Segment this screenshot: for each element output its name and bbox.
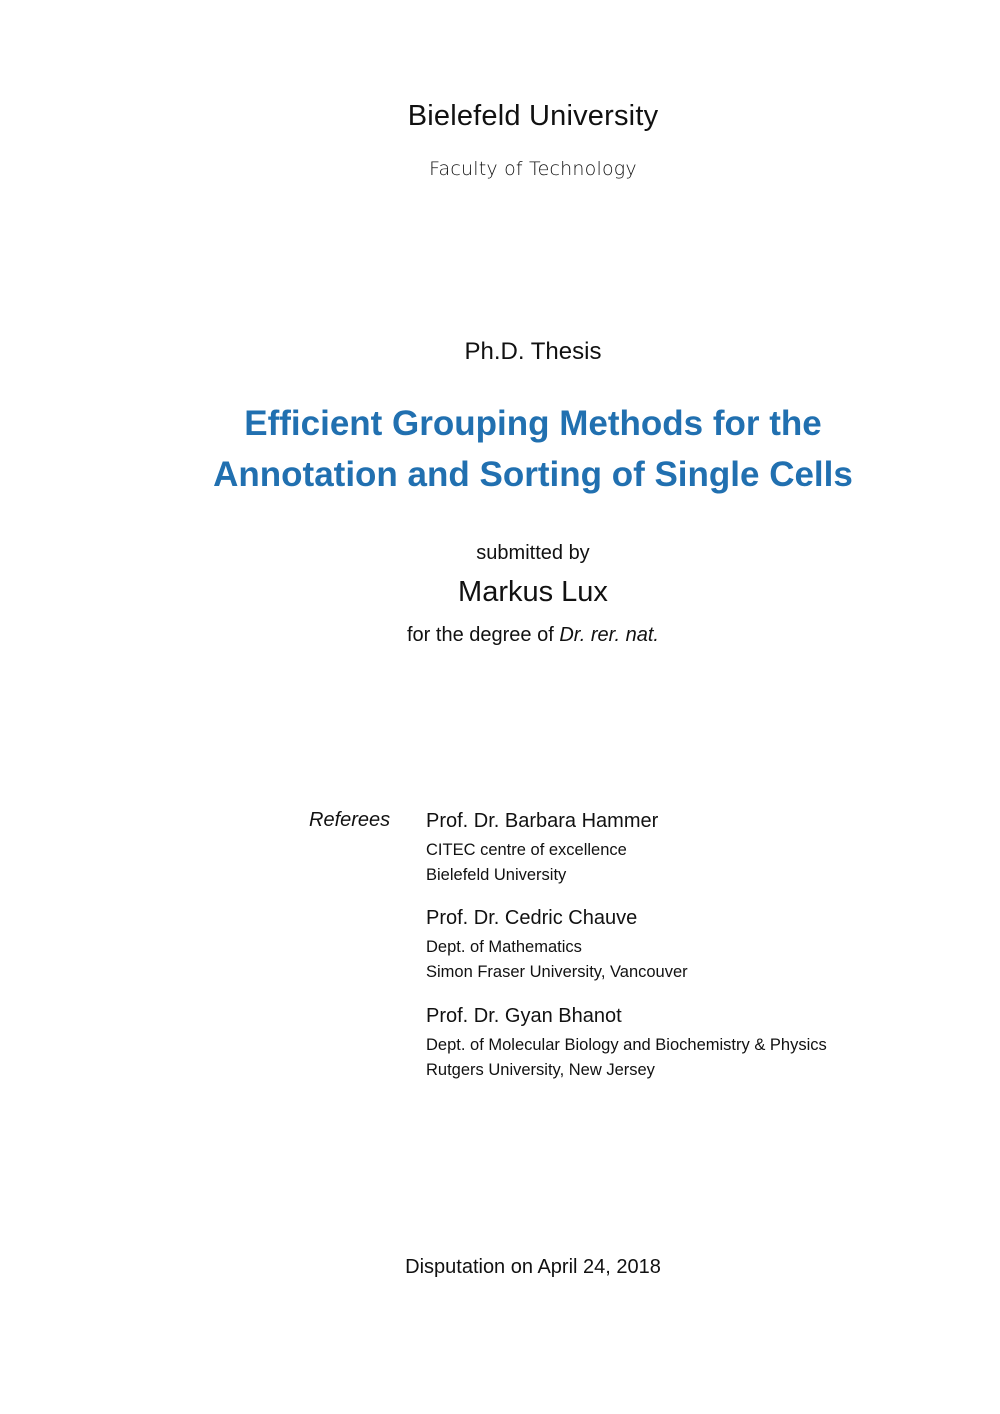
university-name: Bielefeld University: [407, 100, 659, 132]
referee-entry: [426, 1003, 827, 1083]
thesis-type: Ph.D. Thesis: [464, 338, 602, 365]
thesis-title-line-1: Efficient Grouping Methods for the: [244, 404, 822, 443]
degree-name: Dr. rer. nat.: [559, 624, 659, 646]
referees-label: Referees: [309, 809, 391, 831]
referee-institution: Bielefeld University: [426, 866, 567, 884]
referee-name: Prof. Dr. Gyan Bhanot: [426, 1005, 622, 1027]
disputation-date: Disputation on April 24, 2018: [405, 1256, 661, 1278]
referee-entry: [426, 808, 658, 888]
degree-line: [0, 624, 1000, 647]
thesis-title: [0, 398, 1000, 500]
submitted-by-label: submitted by: [476, 542, 590, 564]
referee-department: Dept. of Mathematics: [426, 938, 582, 956]
referee-department: CITEC centre of excellence: [426, 841, 627, 859]
author-name: Markus Lux: [458, 576, 608, 608]
referee-entry: [426, 905, 688, 985]
referee-name: Prof. Dr. Barbara Hammer: [426, 810, 659, 832]
thesis-title-line-2: Annotation and Sorting of Single Cells: [213, 455, 853, 494]
degree-prefix: for the degree of: [407, 624, 554, 646]
referee-department: Dept. of Molecular Biology and Biochemistry & Physics: [426, 1036, 827, 1054]
referee-institution: Rutgers University, New Jersey: [426, 1061, 655, 1079]
referee-name: Prof. Dr. Cedric Chauve: [426, 907, 638, 929]
referee-institution: Simon Fraser University, Vancouver: [426, 963, 688, 981]
faculty-name: Faculty of Technology: [429, 158, 637, 180]
